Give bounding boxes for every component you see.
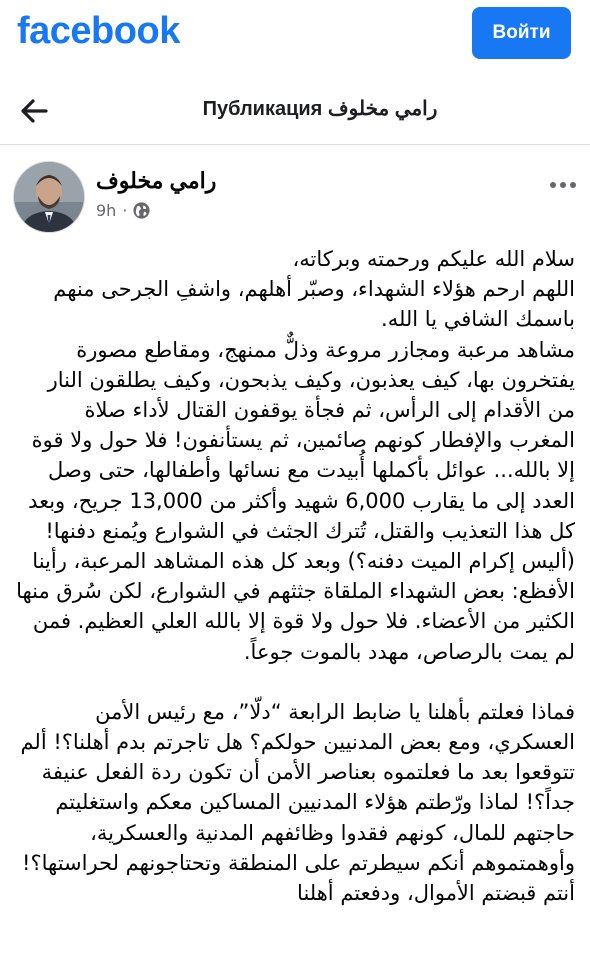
post-paragraph: اللهم ارحم هؤلاء الشهداء، وصبّر أهلهم، واشفِ الجرحى منهم باسمك الشافي يا الله.	[53, 277, 575, 332]
more-horizontal-icon[interactable]	[549, 181, 577, 189]
post-paragraph: فماذا فعلتم بأهلنا يا ضابط الرابعة “دلّا”، مع رئيس الأمن العسكري، ومع بعض المدنيين حولكم؟ هل تاجرتم بدم أهلنا؟! ألم تتوقعوا بعد ما فعلتموه بعناصر الأمن أن تكون ردة الفعل عنيفة جداً؟! لماذا ورّطتم هؤلاء المدنيين المساكين معكم واستغليتم حاجتهم للمال، كونهم فقدوا وظائفهم المدنية والعسكرية، وأوهمتموهم أنكم سيطرتم على المنطقة وتحتاجونهم لحراستها؟! أنتم قبضتم الأموال، ودفعتم أهلنا	[20, 699, 575, 906]
post-nav-bar	[0, 78, 590, 145]
paragraph-gap	[14, 667, 575, 697]
avatar-photo	[14, 162, 84, 232]
globe-icon	[133, 202, 150, 219]
post-body	[14, 244, 575, 908]
avatar[interactable]	[13, 161, 85, 233]
arrow-left-icon[interactable]	[18, 95, 50, 127]
post-meta	[96, 201, 150, 220]
login-button[interactable]: Войти	[472, 7, 571, 59]
meta-separator: ·	[122, 201, 128, 220]
top-bar	[0, 0, 590, 78]
post-timestamp[interactable]: 9h	[96, 201, 117, 220]
post-paragraph: مشاهد مرعبة ومجازر مروعة وذلٌّ ممنهج، ومقاطع مصورة يفتخرون بها، كيف يعذبون، وكيف يذبحون، وكيف يطلقون النار من الأقدام إلى الرأس، ثم فجأة يوقفون القتال لأداء صلاة المغرب والإفطار كونهم صائمين، ثم يستأنفون! فلا حول ولا قوة إلا بالله... عوائل بأكملها أُبيدت مع نسائها وأطفالها، حتى وصل العدد إلى ما يقارب 6,000 شهيد وأكثر من 13,000 جريح، وبعد كل هذا التعذيب والقتل، تُترك الجثث في الشوارع ويُمنع دفنها! (أليس إكرام الميت دفنه؟) وبعد كل هذه المشاهد المرعبة، رأينا الأفظع: بعض الشهداء الملقاة جثثهم في الشوارع، لكن سُرق منها الكثير من الأعضاء. فلا حول ولا قوة إلا بالله العلي العظيم. فمن لم يمت بالرصاص، مهدد بالموت جوعاً.	[16, 337, 575, 664]
post-author-name[interactable]: رامي مخلوف	[96, 168, 217, 193]
post-paragraph: سلام الله عليكم ورحمته وبركاته،	[292, 247, 575, 271]
page-title: Публикация رامي مخلوف	[202, 98, 438, 120]
facebook-logo[interactable]: facebook	[17, 10, 180, 52]
